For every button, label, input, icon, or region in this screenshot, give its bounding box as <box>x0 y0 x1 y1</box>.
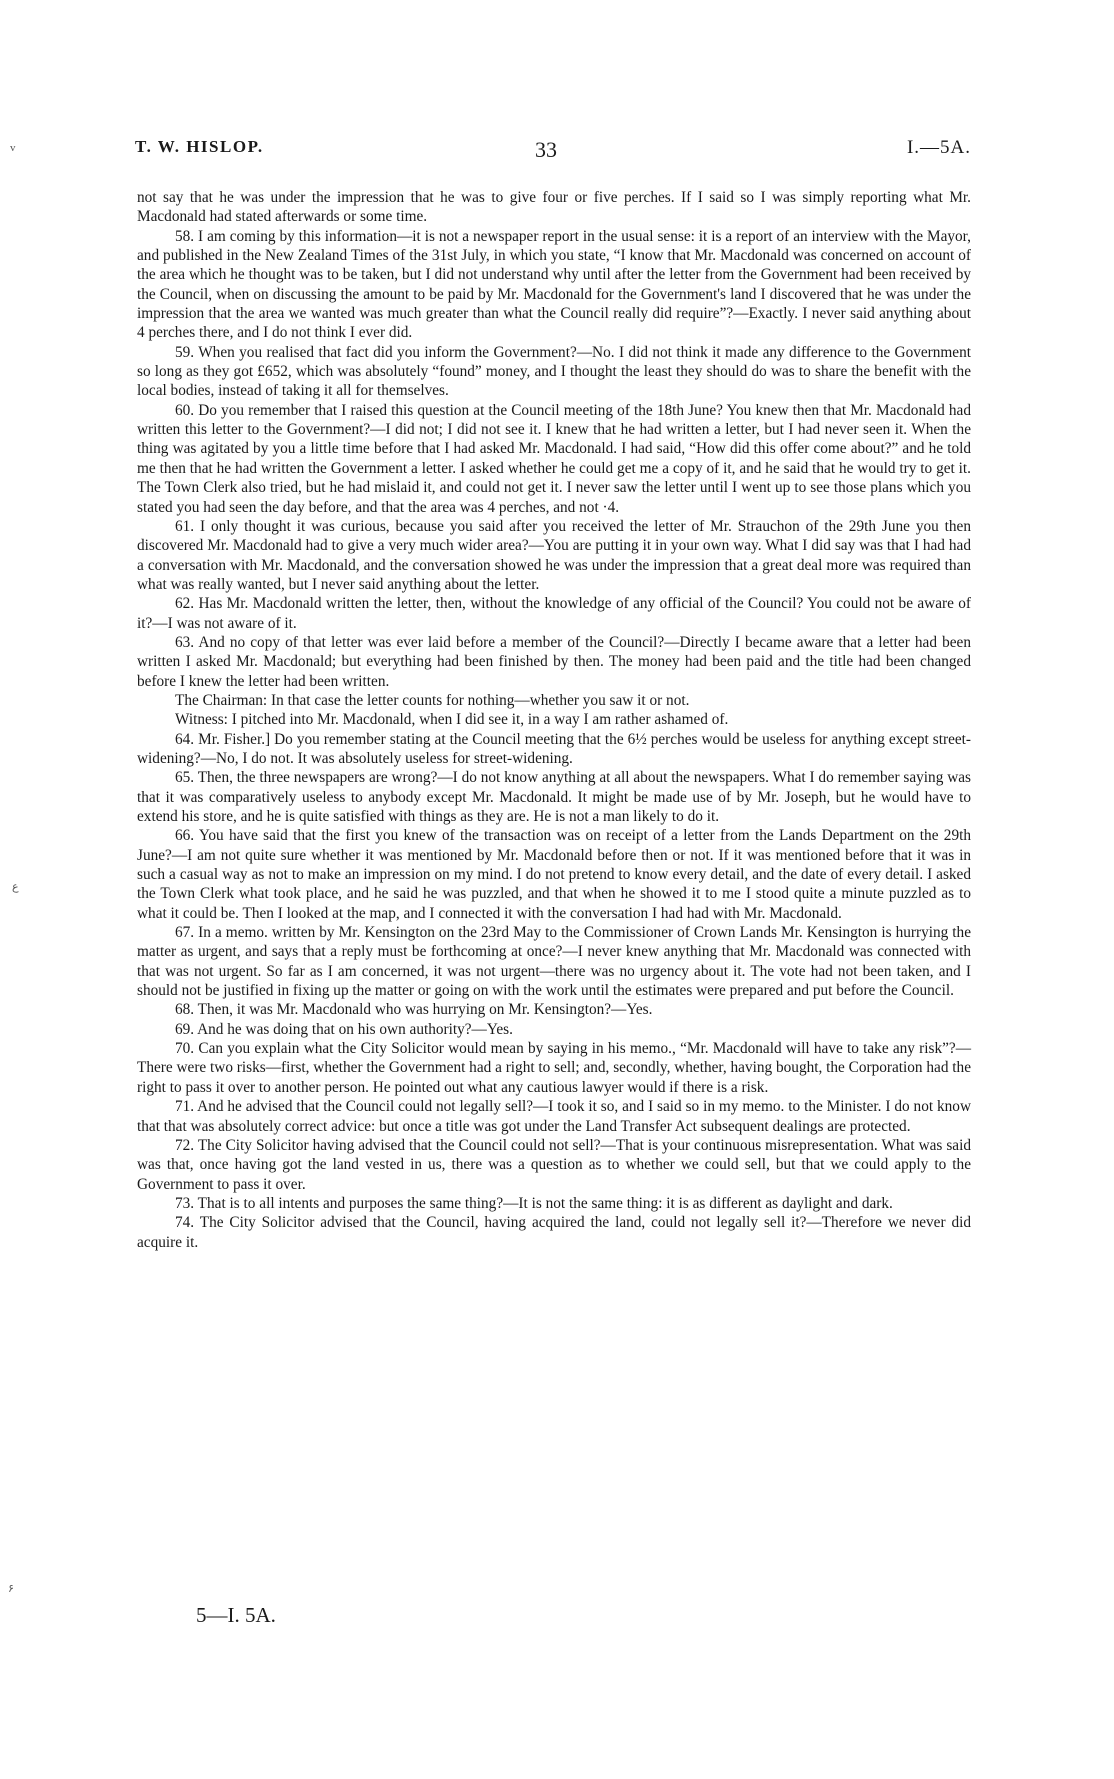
paragraph: 64. Mr. Fisher.] Do you remember stating at the Council meeting that the 6½ perches would be useless for anything except street-widening?—No, I do not. It was absolutely useless for street-widening. <box>137 730 971 767</box>
paragraph: 69. And he was doing that on his own authority?—Yes. <box>175 1020 513 1038</box>
paragraph: 60. Do you remember that I raised this question at the Council meeting of the 18th June? You knew then that Mr. Macdonald had written this letter to the Government?—I did not; I did not see it. I knew that he had written a letter, but I had never seen it. When the thing was agitated by you a little time before that I had asked Mr. Macdonald. I had said, “How did this offer come about?” and he told me then that he had written the Government a letter. I asked whether he could get me a copy of it, and he said that he would try to get it. The Town Clerk also tried, but he had mislaid it, and could not get it. I never saw the letter until I went up to see those plans which you stated you had seen the day before, and that the area was 4 perches, and not ·4. <box>137 401 971 516</box>
paragraph: 58. I am coming by this information—it is not a newspaper report in the usual sense: it is a report of an interview with the Mayor, and published in the New Zealand Times of the 31st July, in which you state, “I know that Mr. Macdonald was concerned on account of the area which he thought was to be taken, but I did not understand why until after the letter from the Government had been received by the Council, when on discussing the amount to be paid by Mr. Macdonald for the Government's land I discovered that he was under the impression that the area we wanted was much greater than what the Council really did require”?—Exactly. I never said anything about 4 perches there, and I do not think I ever did. <box>137 227 971 342</box>
signature-mark: 5—I. 5A. <box>196 1603 276 1627</box>
document-reference: I.—5A. <box>906 137 971 158</box>
paragraph: 72. The City Solicitor having advised that the Council could not sell?—That is your continuous misrepresentation. What was said was that, once having got the land vested in us, there was a question as to whether we could sell, but that we could apply to the Government to pass it over. <box>137 1136 971 1193</box>
paragraph: 59. When you realised that fact did you inform the Government?—No. I did not think it made any difference to the Government so long as they got £652, which was absolutely “found” money, and I thought the least they should do was to share the benefit with the local bodies, instead of taking it all for themselves. <box>137 343 971 400</box>
paragraph: 63. And no copy of that letter was ever laid before a member of the Council?—Directly I became aware that a letter had been written I asked Mr. Macdonald; but everything had been finished by then. The money had been paid and the title had been changed before I knew the letter had been written. <box>137 633 971 690</box>
margin-mark: ع <box>12 881 19 893</box>
paragraph: Witness: I pitched into Mr. Macdonald, when I did see it, in a way I am rather ashamed of. <box>175 711 729 729</box>
page-header <box>135 137 971 167</box>
paragraph: 70. Can you explain what the City Solicitor would mean by saying in his memo., “Mr. Macdonald will have to take any risk”?—There were two risks—first, whether the Government had a right to sell; and, secondly, whether, having bought, the Corporation had the right to pass it over to another person. He pointed out what any cautious lawyer would if there is a risk. <box>137 1040 971 1096</box>
margin-mark: v <box>10 142 16 154</box>
paragraph: 62. Has Mr. Macdonald written the letter, then, without the knowledge of any official of the Council? You could not be aware of it?—I was not aware of it. <box>137 595 971 632</box>
running-head-name: T. W. HISLOP. <box>135 137 264 156</box>
paragraph: The Chairman: In that case the letter counts for nothing—whether you saw it or not. <box>175 691 690 709</box>
paragraph: not say that he was under the impression that he was to give four or five perches. If I said so I was simply reporting what Mr. Macdonald had stated afterwards or some time. <box>137 189 971 226</box>
page-number: 33 <box>535 137 557 162</box>
paragraph: 74. The City Solicitor advised that the Council, having acquired the land, could not legally sell it?—Therefore we never did acquire it. <box>137 1214 971 1251</box>
paragraph: 68. Then, it was Mr. Macdonald who was hurrying on Mr. Kensington?—Yes. <box>175 1001 653 1019</box>
body-text <box>137 188 971 1252</box>
paragraph: 71. And he advised that the Council could not legally sell?—I took it so, and I said so in my memo. to the Minister. I do not know that that was absolutely correct advice: but once a title was got under the Land Transfer Act subsequent dealings are protected. <box>137 1098 971 1135</box>
paragraph: 61. I only thought it was curious, because you said after you received the letter of Mr. Strauchon of the 29th June you then discovered Mr. Macdonald had to give a very much wider area?—You are putting it in your own way. What I did say was that I had had a conversation with Mr. Macdonald, and the conversation showed he was under the impression that a great deal more was required than what was really wanted, but I never said anything about the letter. <box>137 517 971 593</box>
paragraph: 65. Then, the three newspapers are wrong?—I do not know anything at all about the newspapers. What I do remember saying was that it was comparatively useless to anybody except Mr. Macdonald. It might be made use of by Mr. Joseph, but he would have to extend his store, and he is quite satisfied with things as they are. He is not a man likely to do it. <box>137 769 971 825</box>
margin-mark: ۶ <box>8 1583 14 1595</box>
paragraph: 73. That is to all intents and purposes the same thing?—It is not the same thing: it is as different as daylight and dark. <box>175 1194 893 1212</box>
paragraph: 66. You have said that the first you knew of the transaction was on receipt of a letter from the Lands Department on the 29th June?—I am not quite sure whether it was mentioned by Mr. Macdonald before then or not. If it was mentioned before that it was in such a casual way as not to make an impression on my mind. I do not pretend to know every detail, and the date of every detail. I asked the Town Clerk what took place, and he said he was puzzled, and that when he showed it to me I stood quite a minute puzzled as to what it could be. Then I looked at the map, and I connected it with the conversation I had had with Mr. Macdonald. <box>137 827 971 922</box>
paragraph: 67. In a memo. written by Mr. Kensington on the 23rd May to the Commissioner of Crown Lands Mr. Kensington is hurrying the matter as urgent, and says that a reply must be forthcoming at once?—I never knew anything that Mr. Macdonald was connected with that was not urgent. So far as I am concerned, it was not urgent—there was no urgency about it. The vote had not been taken, and I should not be justified in fixing up the matter or going on with the work until the estimates were prepared and put before the Council. <box>137 924 971 1000</box>
